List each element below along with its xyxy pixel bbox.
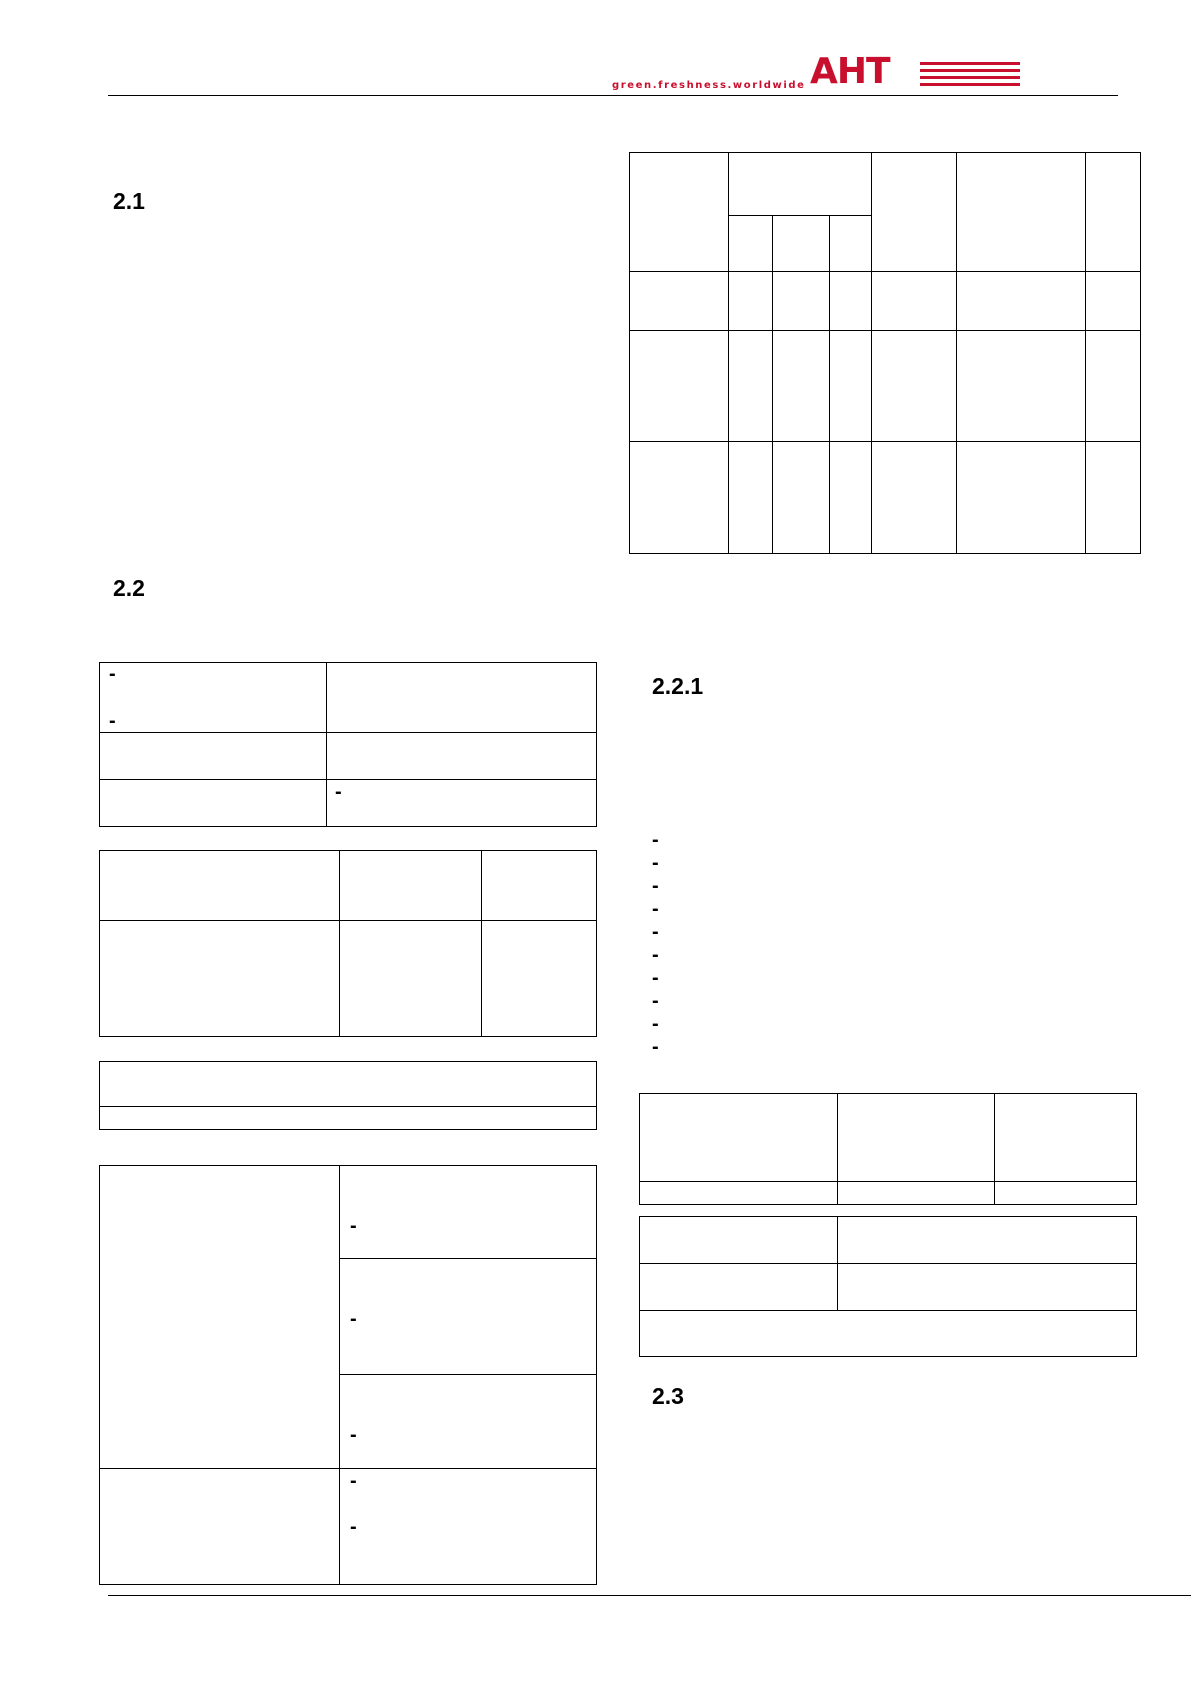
header-tagline: green.freshness.worldwide [612, 80, 806, 91]
table-a-bullet: - [335, 781, 342, 803]
table-d-bullet: - [350, 1215, 357, 1237]
section-heading-2-2-1: 2.2.1 [652, 673, 704, 699]
list-item: - [652, 1013, 659, 1035]
list-item: - [652, 875, 659, 897]
table-d-bullet: - [350, 1516, 357, 1538]
table-a-bullet: - [109, 710, 116, 732]
table-d-bullet: - [350, 1308, 357, 1330]
list-item: - [652, 990, 659, 1012]
list-item: - [652, 1036, 659, 1058]
list-item: - [652, 852, 659, 874]
list-item: - [652, 829, 659, 851]
table-d-bullet: - [350, 1424, 357, 1446]
footer-rule [108, 1595, 1191, 1596]
list-item: - [652, 944, 659, 966]
brand-logo: AHT [810, 51, 890, 92]
list-item: - [652, 967, 659, 989]
table-a-bullet: - [109, 663, 116, 685]
section-heading-2-1: 2.1 [113, 188, 145, 214]
table-d-bullet: - [350, 1470, 357, 1492]
section-heading-2-2: 2.2 [113, 575, 145, 601]
list-item: - [652, 898, 659, 920]
section-heading-2-3: 2.3 [652, 1383, 684, 1409]
list-item: - [652, 921, 659, 943]
header-rule [108, 95, 1118, 96]
brand-stripes-icon [920, 62, 1020, 86]
